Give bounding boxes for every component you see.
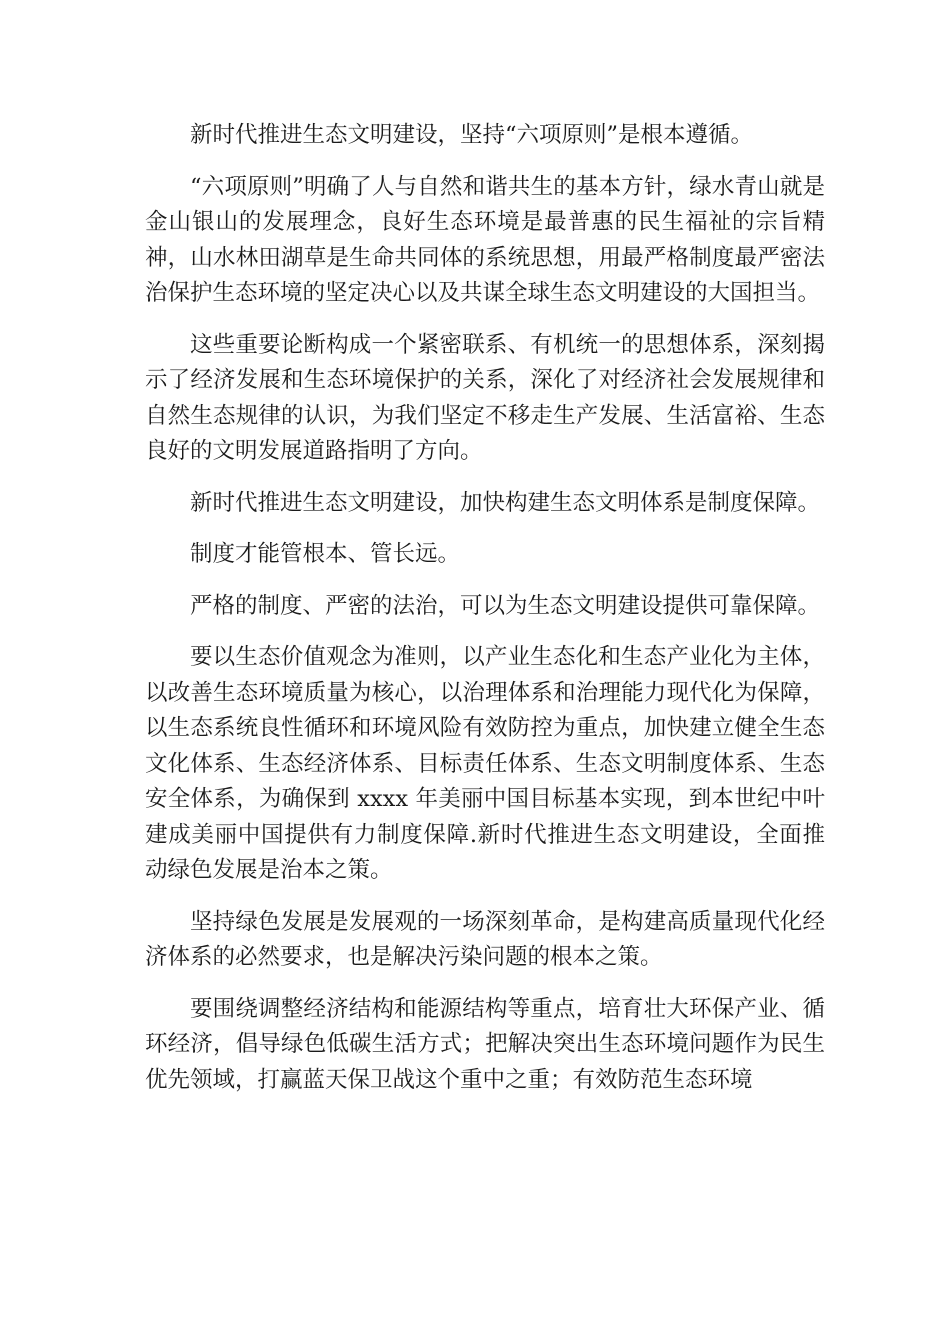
paragraph-strict-rule-of-law: 严格的制度、严密的法治，可以为生态文明建设提供可靠保障。: [190, 592, 821, 619]
document-page: [145, 118, 825, 1114]
paragraph-institutions-fundamental: 制度才能管根本、管长远。: [190, 541, 461, 567]
paragraph-economic-structure: 要围绕调整经济结构和能源结构等重点，培育壮大环保产业、循环经济，倡导绿色低碳生活方式；把解决突出生态环境问题作为民生优先领域，打赢蓝天保卫战这个重中之重；有效防范生态环境: [145, 995, 825, 1093]
paragraph-six-principles: “六项原则”明确了人与自然和谐共生的基本方针，绿水青山就是金山银山的发展理念，良好生态环境是最普惠的民生福祉的宗旨精神，山水林田湖草是生命共同体的系统思想，用最严格制度最严密法治保护生态环境的坚定决心以及共谋全球生态文明建设的大国担当。: [145, 173, 825, 306]
paragraph-ecological-systems: 要以生态价值观念为准则，以产业生态化和生态产业化为主体，以改善生态环境质量为核心，以治理体系和治理能力现代化为保障，以生态系统良性循环和环境风险有效防控为重点，加快建立健全生态文化体系、生态经济体系、目标责任体系、生态文明制度体系、生态安全体系，为确保到 xxxx 年美丽中国目标基本实现，到本世纪中叶建成美丽中国提供有力制度保障.新时代推进生态文明建设，全面推动绿色发展是治本之策。: [145, 644, 825, 883]
paragraph-principles-intro: 新时代推进生态文明建设，坚持“六项原则”是根本遵循。: [190, 122, 754, 148]
paragraph-thought-system: 这些重要论断构成一个紧密联系、有机统一的思想体系，深刻揭示了经济发展和生态环境保护的关系，深化了对经济社会发展规律和自然生态规律的认识，为我们坚定不移走生产发展、生活富裕、生态良好的文明发展道路指明了方向。: [145, 331, 825, 464]
paragraph-green-development: 坚持绿色发展是发展观的一场深刻革命，是构建高质量现代化经济体系的必然要求，也是解决污染问题的根本之策。: [145, 908, 825, 970]
paragraph-institutional-guarantee: 新时代推进生态文明建设，加快构建生态文明体系是制度保障。: [190, 489, 821, 516]
